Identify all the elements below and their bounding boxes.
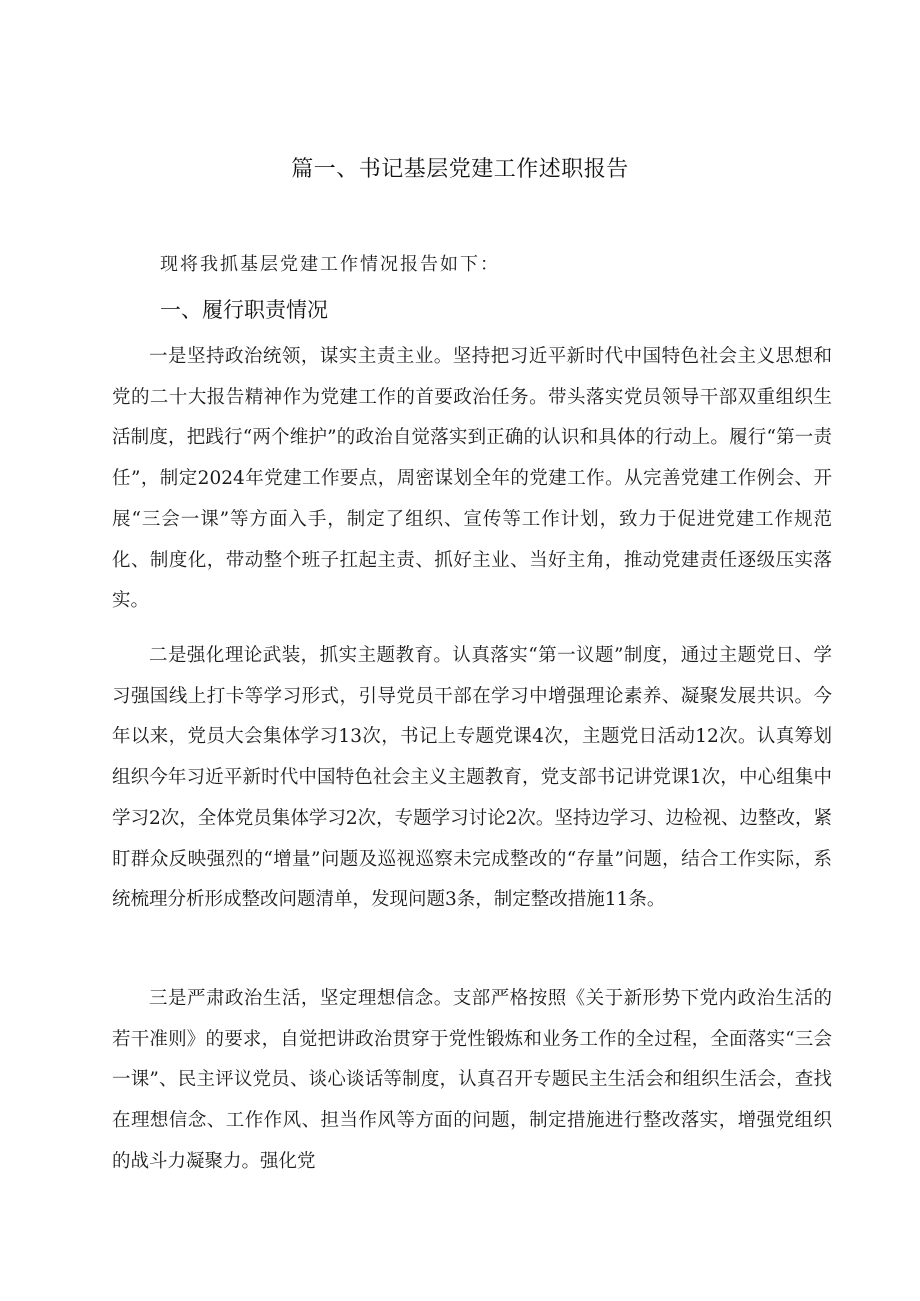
paragraph-political-leadership: 一是坚持政治统领，谋实主责主业。坚持把习近平新时代中国特色社会主义思想和党的二十大报告精神作为党建工作的首要政治任务。带头落实党员领导干部双重组织生活制度，把践行“两个维护”的政治自觉落实到正确的认识和具体的行动上。履行“第一责任”，制定2024年党建工作要点，周密谋划全年的党建工作。从完善党建工作例会、开展“三会一课”等方面入手，制定了组织、宣传等工作计划，致力于促进党建工作规范化、制度化，带动整个班子扛起主责、抓好主业、当好主角，推动党建责任逐级压实落实。 [112, 346, 832, 612]
paragraph-political-life: 三是严肃政治生活，坚定理想信念。支部严格按照《关于新形势下党内政治生活的若干准则》的要求，自觉把讲政治贯穿于党性锻炼和业务工作的全过程，全面落实“三会一课”、民主评议党员、谈心谈话等制度，认真召开专题民主生活会和组织生活会，查找在理想信念、工作作风、担当作风等方面的问题，制定措施进行整改落实，增强党组织的战斗力凝聚力。强化党 [112, 988, 832, 1172]
intro-sentence: 现将我抓基层党建工作情况报告如下： [160, 254, 500, 275]
paragraph-theory-study: 二是强化理论武装，抓实主题教育。认真落实“第一议题”制度，通过主题党日、学习强国线上打卡等学习形式，引导党员干部在学习中增强理论素养、凝聚发展共识。今年以来，党员大会集体学习13次，书记上专题党课4次，主题党日活动12次。认真筹划组织今年习近平新时代中国特色社会主义主题教育，党支部书记讲党课1次，中心组集中学习2次，全体党员集体学习2次，专题学习讨论2次。坚持边学习、边检视、边整改，紧盯群众反映强烈的“增量”问题及巡视巡察未完成整改的“存量”问题，结合工作实际，系统梳理分析形成整改问题清单，发现问题3条，制定整改措施11条。 [112, 645, 832, 911]
section-heading: 一、履行职责情况 [160, 298, 328, 322]
document-title: 篇一、书记基层党建工作述职报告 [291, 157, 629, 182]
